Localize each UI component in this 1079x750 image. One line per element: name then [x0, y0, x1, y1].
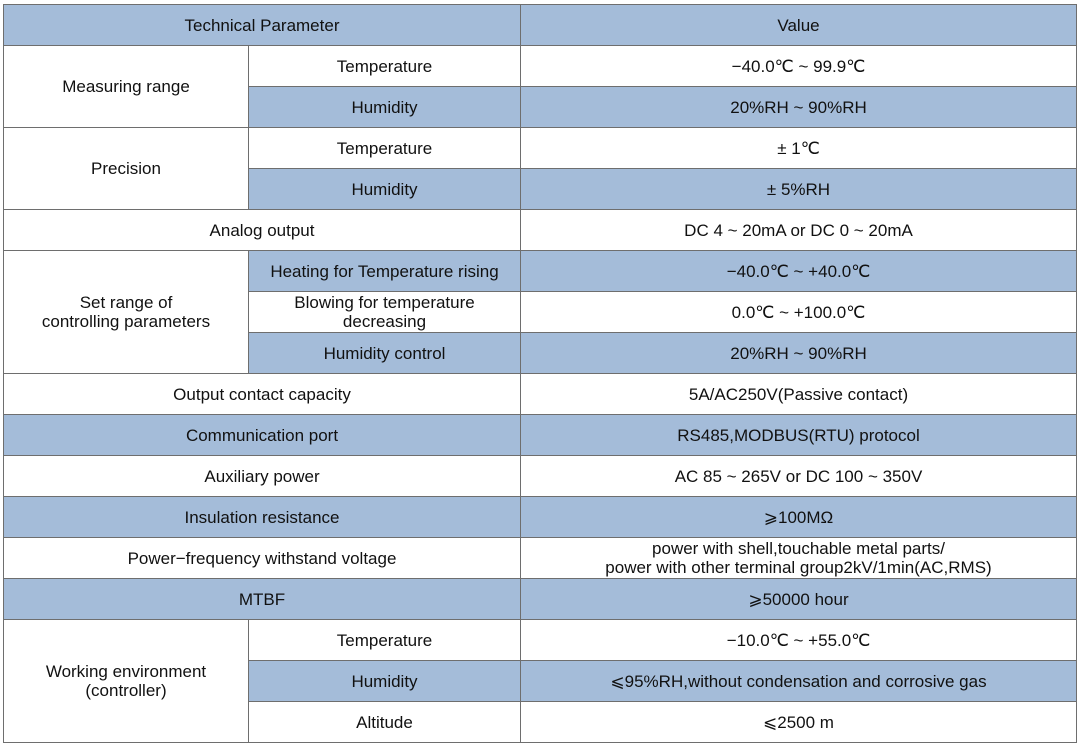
working-env-label-line2: (controller) [85, 681, 167, 700]
blowing-label-line2: decreasing [342, 312, 427, 331]
withstand-value-line2: power with other terminal group2kV/1min(AC,RMS) [605, 558, 992, 577]
working-env-label [4, 620, 249, 743]
table-header-row [4, 5, 1077, 46]
table-row [4, 210, 1077, 251]
precision-temp-label: Temperature [249, 128, 521, 169]
analog-output-value: DC 4 ~ 20mA or DC 0 ~ 20mA [521, 210, 1077, 251]
header-value: Value [521, 5, 1077, 46]
table-row [4, 415, 1077, 456]
working-env-label-line1: Working environment [45, 662, 207, 681]
working-hum-label: Humidity [249, 661, 521, 702]
withstand-value-line1: power with shell,touchable metal parts/ [652, 539, 945, 558]
header-param: Technical Parameter [4, 5, 521, 46]
analog-output-label: Analog output [4, 210, 521, 251]
technical-parameter-table [3, 4, 1077, 743]
precision-label: Precision [4, 128, 249, 210]
measuring-temp-label: Temperature [249, 46, 521, 87]
precision-temp-value: ± 1℃ [521, 128, 1077, 169]
measuring-temp-value: −40.0℃ ~ 99.9℃ [521, 46, 1077, 87]
table-row [4, 456, 1077, 497]
working-alt-label: Altitude [249, 702, 521, 743]
insulation-value: ⩾100MΩ [521, 497, 1077, 538]
working-alt-value: ⩽2500 m [521, 702, 1077, 743]
table-row [4, 497, 1077, 538]
table-row [4, 579, 1077, 620]
working-temp-value: −10.0℃ ~ +55.0℃ [521, 620, 1077, 661]
working-hum-value: ⩽95%RH,without condensation and corrosive gas [521, 661, 1077, 702]
comm-port-value: RS485,MODBUS(RTU) protocol [521, 415, 1077, 456]
precision-hum-value: ± 5%RH [521, 169, 1077, 210]
heating-value: −40.0℃ ~ +40.0℃ [521, 251, 1077, 292]
withstand-label: Power−frequency withstand voltage [4, 538, 521, 579]
aux-power-value: AC 85 ~ 265V or DC 100 ~ 350V [521, 456, 1077, 497]
comm-port-label: Communication port [4, 415, 521, 456]
withstand-value [521, 538, 1077, 579]
output-contact-label: Output contact capacity [4, 374, 521, 415]
set-range-label [4, 251, 249, 374]
precision-hum-label: Humidity [249, 169, 521, 210]
table-row [4, 251, 1077, 292]
mtbf-label: MTBF [4, 579, 521, 620]
table-row [4, 128, 1077, 169]
table-row [4, 46, 1077, 87]
humidity-control-value: 20%RH ~ 90%RH [521, 333, 1077, 374]
table-row [4, 374, 1077, 415]
blowing-value: 0.0℃ ~ +100.0℃ [521, 292, 1077, 333]
insulation-label: Insulation resistance [4, 497, 521, 538]
table-row [4, 620, 1077, 661]
heating-label: Heating for Temperature rising [249, 251, 521, 292]
blowing-label [249, 292, 521, 333]
measuring-hum-value: 20%RH ~ 90%RH [521, 87, 1077, 128]
table-row [4, 538, 1077, 579]
measuring-hum-label: Humidity [249, 87, 521, 128]
working-temp-label: Temperature [249, 620, 521, 661]
measuring-range-label: Measuring range [4, 46, 249, 128]
aux-power-label: Auxiliary power [4, 456, 521, 497]
set-range-label-line1: Set range of [79, 293, 173, 312]
humidity-control-label: Humidity control [249, 333, 521, 374]
blowing-label-line1: Blowing for temperature [294, 293, 475, 312]
output-contact-value: 5A/AC250V(Passive contact) [521, 374, 1077, 415]
mtbf-value: ⩾50000 hour [521, 579, 1077, 620]
set-range-label-line2: controlling parameters [41, 312, 211, 331]
